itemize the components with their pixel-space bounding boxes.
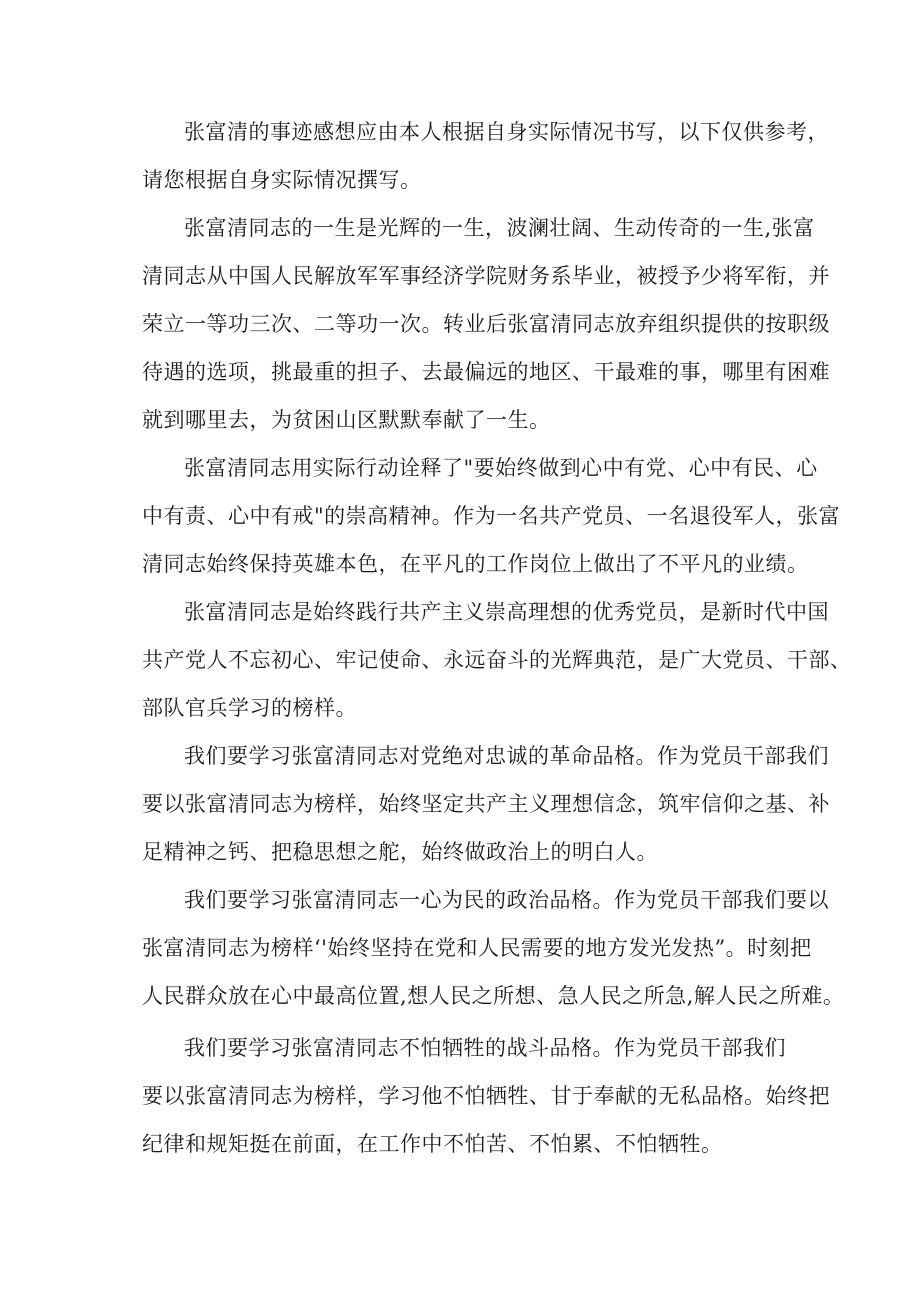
text-line: 部队官兵学习的榜样。 [142, 696, 357, 720]
text-line: 张富清同志用实际行动诠释了"要始终做到心中有党、心中有民、心 [184, 456, 818, 480]
text-line: 清同志始终保持英雄本色，在平凡的工作岗位上做出了不平凡的业绩。 [142, 552, 809, 576]
text-line: 我们要学习张富清同志一心为民的政治品格。作为党员干部我们要以 [184, 888, 829, 912]
text-line: 我们要学习张富清同志不怕牺牲的战斗品格。作为党员干部我们 [184, 1036, 786, 1060]
text-line: 待遇的选项，挑最重的担子、去最偏远的地区、干最难的事，哪里有困难 [142, 360, 830, 384]
text-line: 我们要学习张富清同志对党绝对忠诚的革命品格。作为党员干部我们 [184, 744, 829, 768]
text-line: 人民群众放在心中最高位置,想人民之所想、急人民之所急,解人民之所难。 [142, 984, 845, 1008]
text-line: 中有责、心中有戒"的崇高精神。作为一名共产党员、一名退役军人，张富 [142, 504, 841, 528]
text-line: 要以张富清同志为榜样，始终坚定共产主义理想信念，筑牢信仰之基、补 [142, 792, 830, 816]
text-line: 张富清同志为榜样‘'始终坚持在党和人民需要的地方发光发热”。时刻把 [142, 936, 812, 960]
text-line: 张富清的事迹感想应由本人根据自身实际情况书写，以下仅供参考， [184, 120, 829, 144]
text-line: 足精神之钙、把稳思想之舵，始终做政治上的明白人。 [142, 840, 658, 864]
text-line: 张富清同志的一生是光辉的一生，波澜壮阔、生动传奇的一生,张富 [184, 216, 815, 240]
text-line: 就到哪里去，为贫困山区默默奉献了一生。 [142, 408, 551, 432]
text-line: 清同志从中国人民解放军军事经济学院财务系毕业，被授予少将军衔，并 [142, 264, 830, 288]
text-line: 张富清同志是始终践行共产主义崇高理想的优秀党员，是新时代中国 [184, 600, 829, 624]
text-line: 共产党人不忘初心、牢记使命、永远奋斗的光辉典范，是广大党员、干部、 [142, 648, 852, 672]
text-line: 荣立一等功三次、二等功一次。转业后张富清同志放弃组织提供的按职级 [142, 312, 830, 336]
text-line: 纪律和规矩挺在前面，在工作中不怕苦、不怕累、不怕牺牲。 [142, 1132, 723, 1156]
text-line: 要以张富清同志为榜样，学习他不怕牺牲、甘于奉献的无私品格。始终把 [142, 1084, 830, 1108]
text-line: 请您根据自身实际情况撰写。 [142, 168, 422, 192]
